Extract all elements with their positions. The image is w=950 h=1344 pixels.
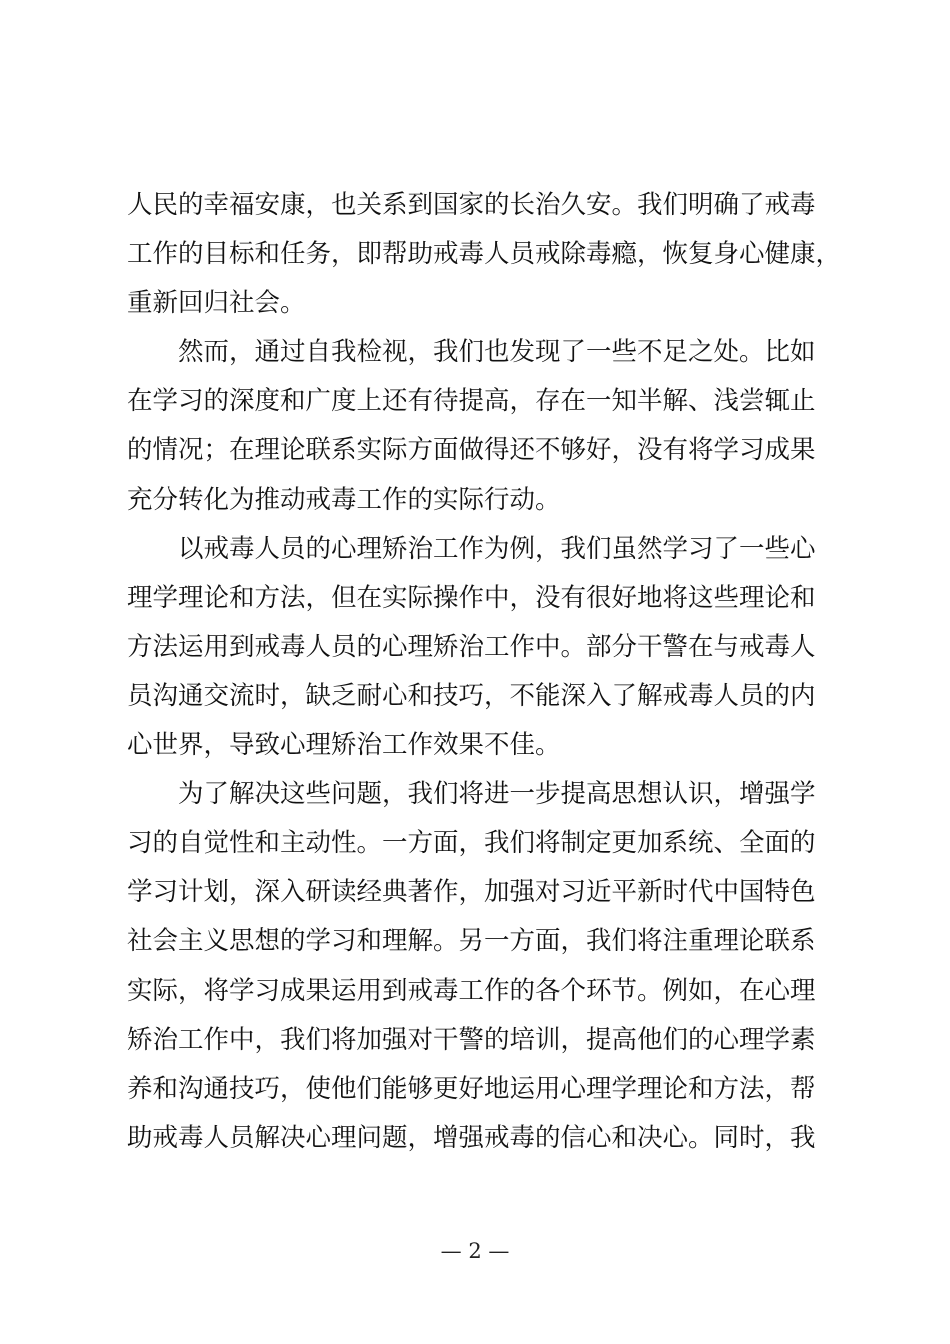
text-line: 实际，将学习成果运用到戒毒工作的各个环节。例如，在心理: [127, 975, 816, 1006]
text-line: 方法运用到戒毒人员的心理矫治工作中。部分干警在与戒毒人: [127, 631, 816, 662]
text-line: 工作的目标和任务，即帮助戒毒人员戒除毒瘾，恢复身心健康，: [127, 239, 842, 270]
text-line: 充分转化为推动戒毒工作的实际行动。: [127, 484, 561, 515]
text-line: 然而，通过自我检视，我们也发现了一些不足之处。比如: [127, 337, 816, 368]
paragraph-1: [127, 181, 842, 328]
text-line: 理学理论和方法，但在实际操作中，没有很好地将这些理论和: [127, 582, 816, 613]
text-line: 在学习的深度和广度上还有待提高，存在一知半解、浅尝辄止: [127, 386, 816, 417]
text-line: 人民的幸福安康，也关系到国家的长治久安。我们明确了戒毒: [127, 190, 816, 220]
text-line: 助戒毒人员解决心理问题，增强戒毒的信心和决心。同时，我: [127, 1122, 816, 1153]
page-number: — 2 —: [440, 1239, 510, 1263]
text-line: 养和沟通技巧，使他们能够更好地运用心理学理论和方法，帮: [127, 1073, 816, 1104]
text-line: 为了解决这些问题，我们将进一步提高思想认识，增强学: [127, 779, 816, 810]
text-line: 的情况；在理论联系实际方面做得还不够好，没有将学习成果: [127, 435, 816, 466]
paragraph-4: [127, 770, 827, 1163]
text-line: 以戒毒人员的心理矫治工作为例，我们虽然学习了一些心: [127, 533, 816, 564]
text-line: 员沟通交流时，缺乏耐心和技巧，不能深入了解戒毒人员的内: [127, 680, 816, 711]
text-line: 心世界，导致心理矫治工作效果不佳。: [127, 730, 561, 761]
body-text: [127, 181, 842, 1163]
paragraph-3: [127, 525, 827, 770]
text-line: 社会主义思想的学习和理解。另一方面，我们将注重理论联系: [127, 926, 816, 957]
paragraph-2: [127, 328, 827, 524]
text-line: 矫治工作中，我们将加强对干警的培训，提高他们的心理学素: [127, 1024, 816, 1055]
text-line: 学习计划，深入研读经典著作，加强对习近平新时代中国特色: [127, 877, 816, 908]
text-line: 重新回归社会。: [127, 288, 306, 319]
text-line: 习的自觉性和主动性。一方面，我们将制定更加系统、全面的: [127, 828, 816, 859]
